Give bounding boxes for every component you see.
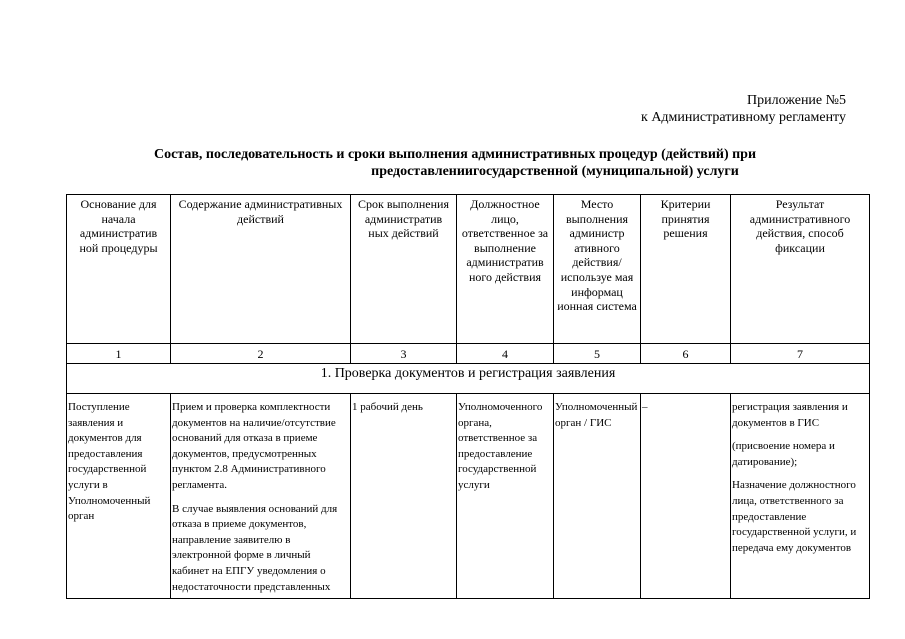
column-number: 2	[171, 344, 351, 364]
table-row	[67, 394, 870, 599]
cell-place: Уполномоченный орган / ГИС	[554, 394, 641, 599]
header-official: Должностное лицо, ответственное за выполнение административ ного действия	[457, 195, 554, 344]
column-number: 5	[554, 344, 641, 364]
document-title	[60, 146, 850, 180]
section-row	[67, 364, 870, 394]
header-row	[67, 195, 870, 344]
title-line-1: Состав, последовательность и сроки выполнения административных процедур (действий) при	[153, 147, 757, 162]
header-basis: Основание для начала административ ной процедуры	[67, 195, 171, 344]
appendix-reference: к Административному регламенту	[641, 110, 846, 125]
cell-official: Уполномоченного органа, ответственное за предоставление государственной услуги	[457, 394, 554, 599]
column-number: 6	[641, 344, 731, 364]
header-place: Место выполнения администр ативного действия/ используе мая информац ионная система	[554, 195, 641, 344]
cell-result	[731, 394, 870, 599]
column-number: 7	[731, 344, 870, 364]
appendix-header	[641, 92, 846, 126]
section-title: 1. Проверка документов и регистрация заявления	[67, 364, 870, 394]
cell-term: 1 рабочий день	[351, 394, 457, 599]
cell-criteria: –	[641, 394, 731, 599]
result-paragraph: регистрация заявления и документов в ГИС	[732, 401, 848, 429]
column-number: 1	[67, 344, 171, 364]
header-result: Результат административного действия, способ фиксации	[731, 195, 870, 344]
cell-content	[171, 394, 351, 599]
column-number: 3	[351, 344, 457, 364]
procedures-table	[66, 194, 870, 599]
header-criteria: Критерии принятия решения	[641, 195, 731, 344]
cell-basis: Поступление заявления и документов для предоставления государственной услуги в Уполномоченный орган	[67, 394, 171, 599]
column-number-row	[67, 344, 870, 364]
result-paragraph: (присвоение номера и датирование);	[732, 440, 835, 468]
result-paragraph: Назначение должностного лица, ответственного за предоставление государственной услуги, и передача ему документов	[732, 479, 857, 554]
appendix-number: Приложение №5	[747, 93, 846, 108]
title-line-2: предоставлениигосударственной (муниципальной) услуги	[371, 164, 739, 179]
header-term: Срок выполнения административ ных действий	[351, 195, 457, 344]
content-paragraph: В случае выявления оснований для отказа в приеме документов, направление заявителю в электронной форме в личный кабинет на ЕПГУ уведомления о недостаточности представленных	[172, 502, 338, 593]
header-content: Содержание административных действий	[171, 195, 351, 344]
column-number: 4	[457, 344, 554, 364]
content-paragraph: Прием и проверка комплектности документов на наличие/отсутствие оснований для отказа в приеме документов, предусмотренных пунктом 2.8 Административного регламента.	[172, 401, 336, 491]
